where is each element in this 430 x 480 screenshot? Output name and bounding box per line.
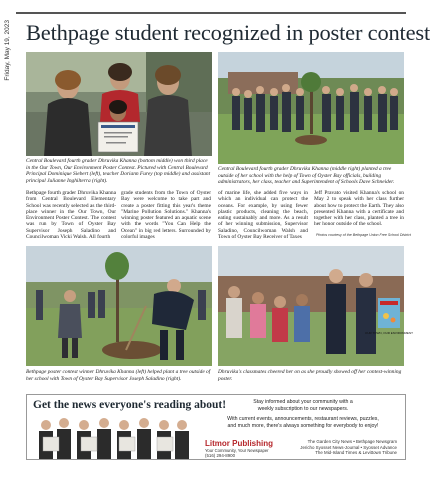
poster-text: OUR TOWN, OUR ENVIRONMENT — [365, 331, 413, 335]
issue-date — [4, 20, 16, 90]
ad-line-1: Stay informed about your community with a — [253, 399, 353, 405]
caption-photo2: Central Boulevard fourth grader Dhruvika Khanna (middle right) planted a tree outside of her school with the help of Town of Oyster Bay officials, building administrators, her class, teacher and Superintendent of Schools Dave Schneider. — [218, 166, 395, 186]
photo-award-group — [26, 52, 212, 156]
issue-date-text: Friday, May 19, 2023 — [4, 20, 11, 81]
photo-poster-showcase — [218, 246, 413, 366]
brand-name: Litmor Publishing — [205, 439, 273, 448]
caption-photo3: Bethpage poster contest winner Dhruvika Khanna (left) helped plant a tree outside of her school with Town of Oyster Bay Supervisor Joseph Saladino (right). — [26, 369, 211, 382]
article-column-1: Bethpage fourth grader Dhruvika Khanna from Central Boulevard Elementary School was recently selected as the third-place winner in the Our Town, Our Environment Poster Contest. The contest was run by Town of Oyster Bay Supervisor Joseph Saladino and Councilwoman Vicki Walsh. All fourth — [26, 190, 116, 241]
top-rule — [16, 12, 406, 14]
newspaper-list-item: The Mid-Island Times & Levittown Tribune — [315, 450, 397, 456]
newspaper-list-item: Jericho Syosset News-Journal • Syosset Advance — [300, 444, 397, 450]
page-headline: Bethpage student recognized in poster contest — [26, 20, 430, 45]
article-column-4: Jeff Pravato visited Khanna's school on May 2 to speak with her class further about how to protect the Earth. They also presented Khanna with a certificate and together with her class, planted a tree in her honor outside of the school. — [314, 190, 404, 228]
subscription-ad[interactable] — [26, 394, 406, 460]
caption-photo1: Central Boulevard fourth grader Dhruvika Khanna (bottom middle) won third place in the Our Town, Our Environment Poster Contest. Pictured with Central Boulevard Principal Dominique Siebert (left), teacher Doriann Furey (top middle) and assistant principal Julianne Inghilterra (right). — [26, 158, 211, 184]
photo-tree-planting-wide — [218, 52, 404, 164]
photo-credit: Photos courtesy of the Bethpage Union Free School District — [316, 233, 411, 237]
ad-people-image — [33, 415, 193, 459]
ad-headline: Get the news everyone's reading about! — [33, 399, 227, 411]
brand-phone[interactable]: (516) 294-8900 — [205, 453, 236, 458]
article-column-2: grade students from the Town of Oyster Bay were welcome to take part and create a poster fitting this year's theme "Marine Pollution Solutions." Khanna's winning poster featured an aquatic scene with the words "You Can Help the Ocean" in big red letters. Surrounded by colorful images — [121, 190, 211, 241]
ad-line-4: and much more, there's always something for everybody to enjoy! — [227, 423, 379, 429]
ad-line-2: weekly subscription to our newspapers. — [257, 406, 349, 412]
newspaper-list — [300, 439, 397, 456]
newspaper-list-item: The Garden City News • Bethpage Newsgram — [307, 439, 397, 444]
article-column-3: of marine life, she added five ways in which an individual can protect the oceans. For example, by using fewer plastic products, cleaning the beach, eating sustainably and more. As a result of her winning submission, Supervisor Saladino, Councilwoman Walsh and Town of Oyster Bay Receiver of Taxes — [218, 190, 308, 241]
photo-planting-supervisor — [26, 246, 212, 366]
brand-tagline: Your Community, Your Newspaper — [205, 448, 269, 453]
ad-brand — [205, 439, 273, 458]
ad-line-3: With current events, announcements, restaurant reviews, puzzles, — [227, 416, 379, 422]
caption-photo4: Dhruvika's classmates cheered her on as she proudly showed off her contest-winning poster. — [218, 369, 402, 382]
